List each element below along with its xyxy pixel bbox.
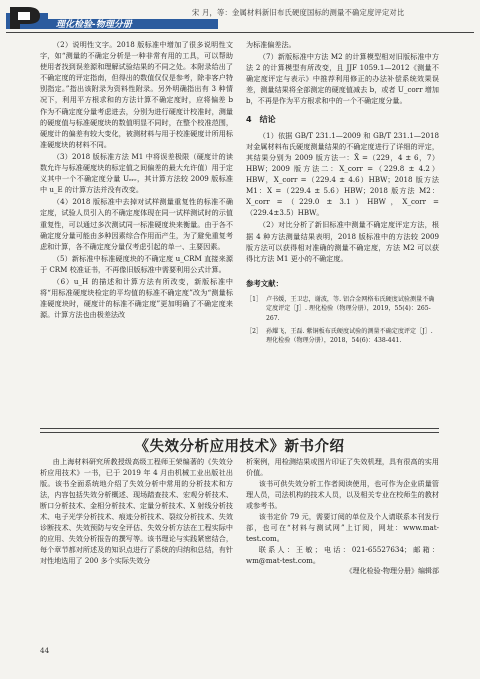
- reference-number: ［1］: [246, 295, 263, 303]
- left-paragraph: （5）新标准中标准硬度块的不确定度 u_CRM 直接来源于 CRM 校准证书，不再像旧版标准中需要利用公式计算。: [40, 253, 233, 274]
- editorial-signature: 《理化检验-物理分册》编辑部: [345, 567, 439, 575]
- book-right-column: [246, 456, 439, 577]
- left-paragraph: （3）2018 版标准方法 M1 中将误差极限（硬度计的读数允许与标准硬度块的标定值之间偏差的最大允许值）用于定义其中一个不确定度分量 Uₑᵣᵣ，其计算方法较 2009 版标准中 u_E 的计算方法并没有改变。: [40, 151, 233, 195]
- left-paragraph: （2）说明性文字。2018 版标准中增加了很多说明性文字，如“测量的不确定分析是一种非常有用的工具，可以帮助使用者找到误差源和理解试验结果的不同之处。本附录给出了不确定度的评定指南，但得出的数值仅仅是参考，除非客户特别指定。”指出该附录为资料性附录。另外明确指出有 3 种情况下，利用平方根求和的方法计算不确定度时，应将偏差 b 作为不确定度分量考虑进去，分别为进行硬度计校准时，测量的硬度值与标准硬度块的数值明显不同时，在整个校准范围，硬度计的偏差有较大变化，被测材料与用于校准硬度计所用标准硬度块的材料不同。: [40, 40, 233, 149]
- book-paragraph: 由上海材料研究所教授级高级工程师王荣编著的《失效分析应用技术》一书，已于 2019 年 4 月由机械工业出版社出版。该书全面系统地介绍了失效分析中常用的分析技术和方法，内容包括失效分析概述、现场踏查技术、宏观分析技术、断口分析技术、金相分析技术、定量分析技术、X 射线分析技术、电子光学分析技术、痕迹分析技术、裂纹分析技术、失效诊断技术、失效预防与安全评估、失效分析方法在工程实际中的应用、失效分析报告的撰写等。该书理论与实践紧密结合，每个章节都对所述及的知识点进行了系统的归纳和总结，有针对性地选用了 200 多个实际失效分: [40, 457, 233, 565]
- reference-item: [246, 327, 439, 346]
- svg-text:理化检验-物理分册: 理化检验-物理分册: [56, 20, 132, 30]
- right-column: [246, 39, 439, 349]
- left-paragraph: （6）u_H 的描述和计算方法有所改变，新版标准中将“用标准硬度块检定的平均值的标准不确定度”改为“测量标准硬度块时，硬度计的标准不确定度”更加明确了不确定度来源。计算方法也由极差法改: [40, 276, 233, 320]
- left-paragraph: （4）2018 版标准中去掉对试样测量重复性的标准不确定度，试验人员引入的不确定度体现在同一试样测试时的示值重复性，可以通过多次测试同一标准硬度块来衡量。由于各不确定度分量可能由多种因素综合作用而产生，为了避免重复考虑和计算，各不确定度分量仅考虑引起的单一、主要因素。: [40, 197, 233, 251]
- journal-logo: [6, 5, 218, 31]
- book-paragraph: 该书可供失效分析工作者阅读使用，也可作为企业质量管理人员，司法机构的技术人员，以及相关专业在校师生的教材或参考书。: [246, 479, 439, 510]
- right-paragraph: （7）新版标准中方法 M2 的计算模型相对旧版标准中方法 2 的计算模型有所改变，且 JJF 1059.1—2012《测量不确定度评定与表示》中推荐利用修正的办法补偿系统效果误差，测量结果将全部测定的硬度值减去 b，或者 U_corr 增加 b，不再是作为平方根求和中的一个不确定度分量。: [246, 52, 439, 106]
- book-paragraph: 析案例，用检测结果或图片印证了失效机理，具有很高的实用价值。: [246, 457, 439, 477]
- left-column: [40, 39, 233, 321]
- reference-item: [246, 295, 439, 324]
- running-title: 宋 月，等：金属材料新旧布氏硬度国标的测量不确定度评定对比: [192, 8, 405, 17]
- references-title: 参考文献：: [246, 278, 283, 288]
- book-top-rule-inner: [40, 432, 439, 433]
- book-paragraph: 该书定价 79 元，需要订阅的单位及个人请联系本刊发行部，也可在“材料与测试网”上订阅，网址：www.mat-test.com。: [246, 512, 439, 543]
- header-divider: [6, 32, 474, 33]
- book-left-column: [40, 456, 233, 566]
- page-number: 44: [40, 646, 50, 655]
- conclusion-paragraph: （2）对比分析了新旧标准中测量不确定度评定方法，根据 4 种方法测量结果表明，2018 版标准中的方法较 2009 版方法可以获得相对准确的测量不确定度，方法 M2 可以获得比方法 M1 更小的不确定度。: [246, 220, 439, 263]
- book-title: 《失效分析应用技术》新书介绍: [134, 439, 345, 455]
- section-heading: 4 结论: [246, 114, 276, 124]
- right-paragraph: 为标准偏差法。: [246, 40, 296, 49]
- reference-text: 卢书媛，王卫忠，谢波，等. 铝合金网格布氏硬度试验测量不确定度评定［J］. 理化检验（物理分册），2019，55(4)：265-267.: [266, 295, 435, 323]
- reference-number: ［2］: [246, 327, 263, 335]
- conclusion-paragraph: （1）依据 GB/T 231.1—2009 和 GB/T 231.1—2018 对金属材料布氏硬度测量结果的不确定度进行了详细的评定，其结果分别为 2009 版方法一：X̄ =（229，4 ± 6，7）HBW；2009 版方法二：X_corr =（229.8 ± 4.2）HBW，X_corr =（229.4 ± 4.6）HBW；2018 版方法 M1：X =（229.4 ± 5.6）HBW；2018 版方法 M2：X_corr =（229.0 ± 3.1）HBW，X_corr =（229.4±3.5）HBW。: [246, 130, 439, 218]
- book-paragraph: 联系人：王敏；电话：021-65527634；邮箱：wm@mat-test.com。: [246, 545, 439, 565]
- reference-text: 孙耀飞，王磊. 紫铜板布氏硬度试验的测量不确定度评定［J］. 理化检验（物理分册），2018，54(6)：438-441.: [266, 327, 433, 345]
- book-top-rule: [40, 428, 439, 429]
